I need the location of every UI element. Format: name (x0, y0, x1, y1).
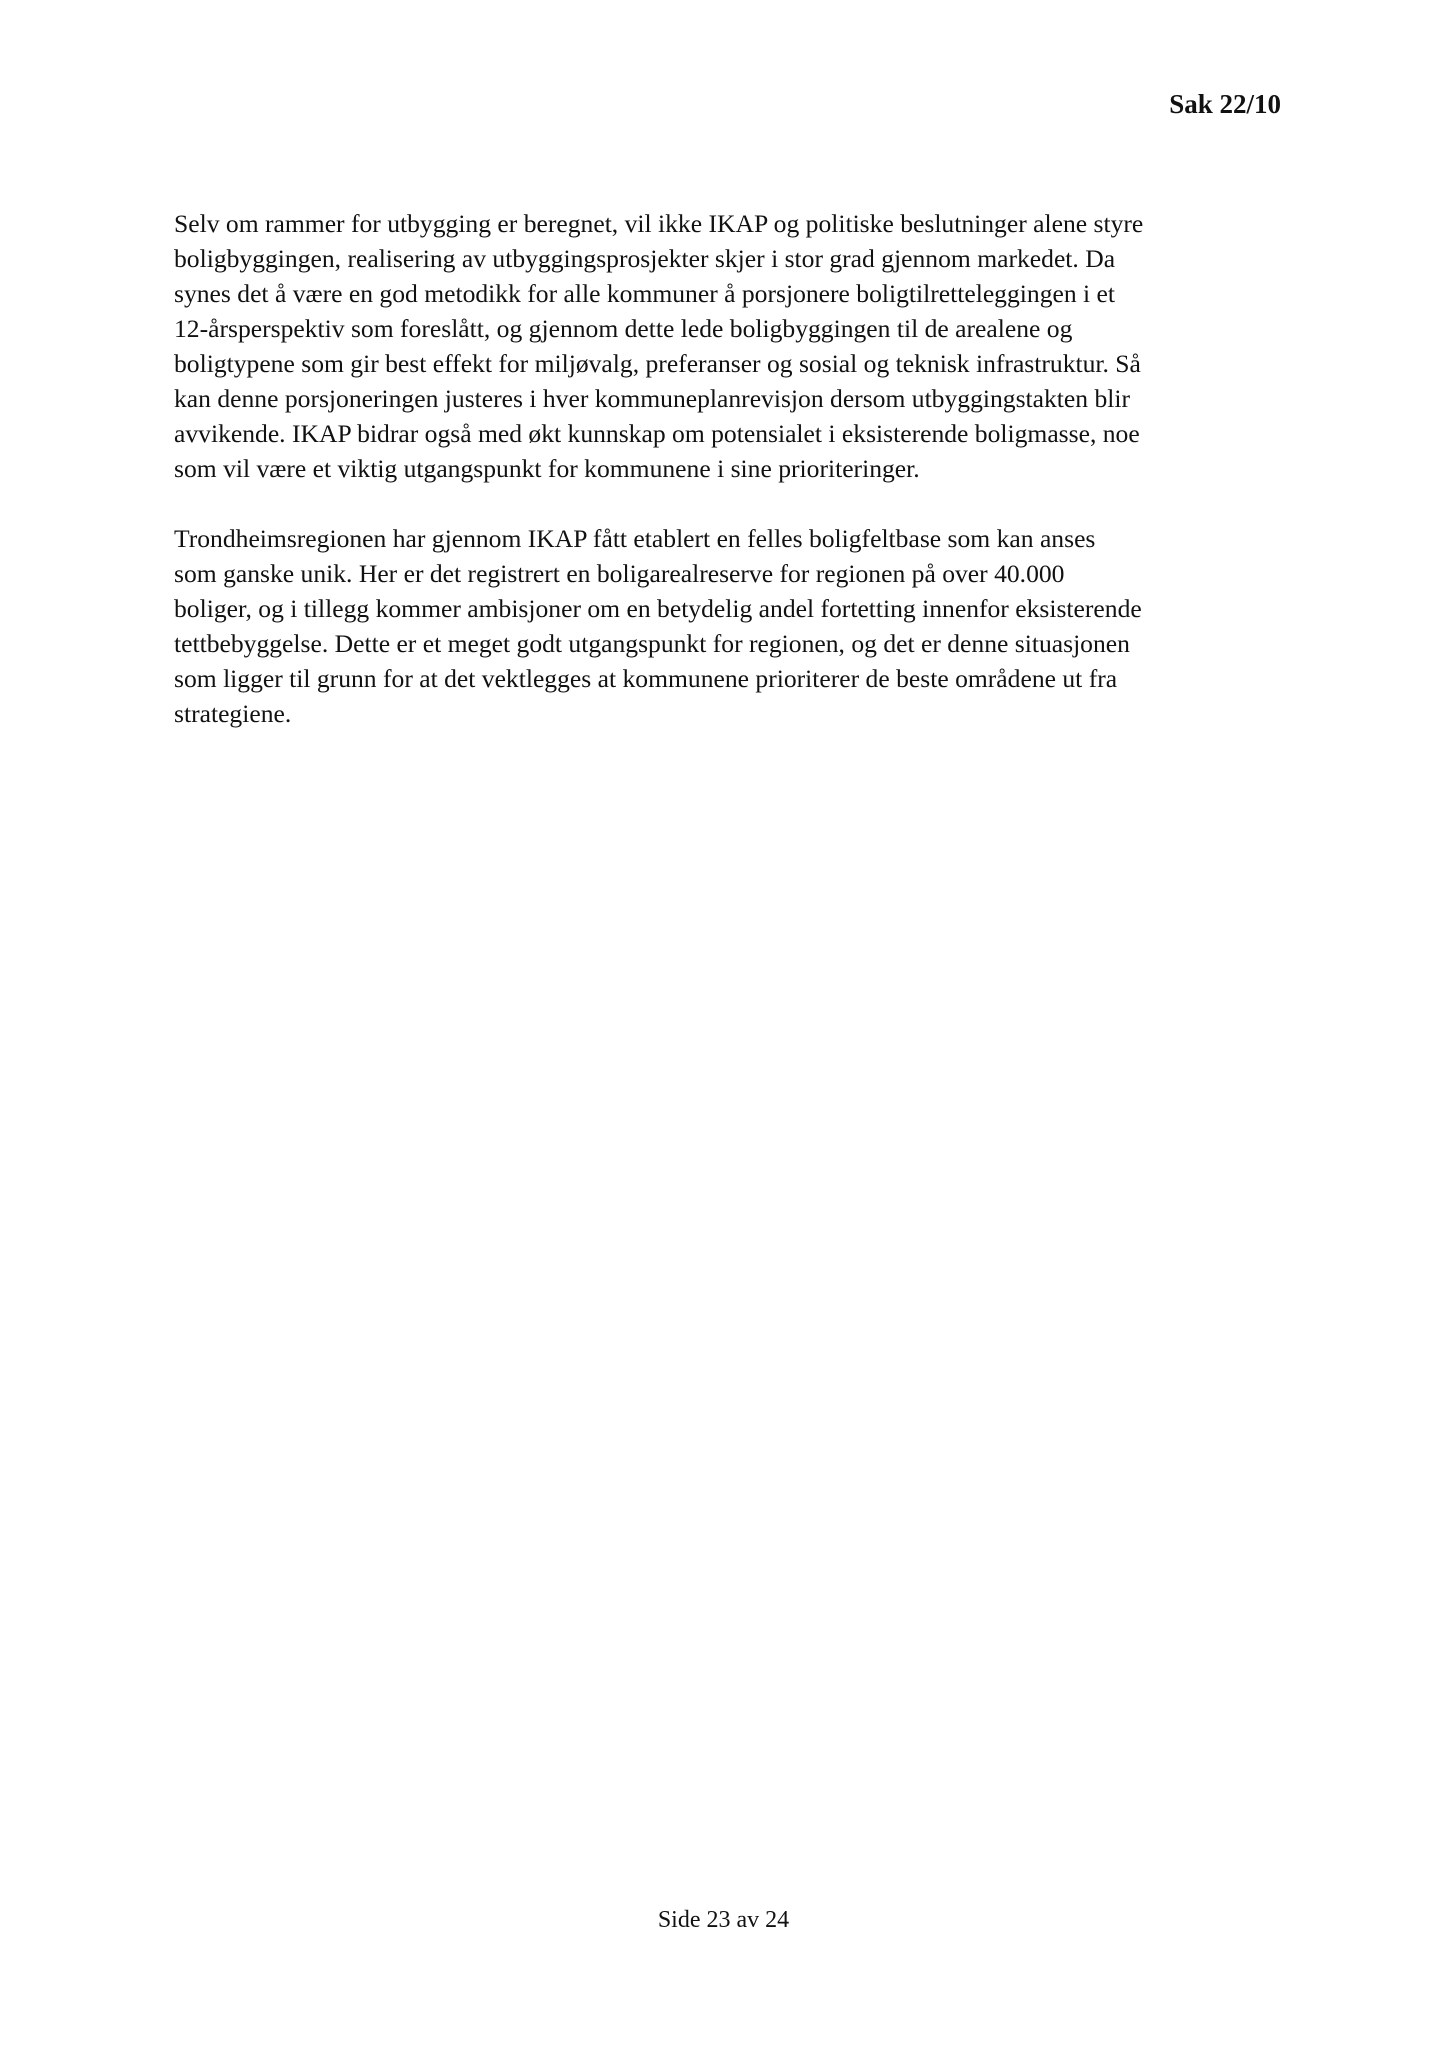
text-line: som ligger til grunn for at det vektlegges at kommunene prioriterer de beste områdene ut fra (174, 664, 1118, 693)
text-line: boliger, og i tillegg kommer ambisjoner om en betydelig andel fortetting innenfor eksisterende (174, 594, 1142, 623)
text-line: kan denne porsjoneringen justeres i hver kommuneplanrevisjon dersom utbyggingstakten blir (174, 384, 1131, 413)
body-text (174, 206, 1286, 766)
text-line: Selv om rammer for utbygging er beregnet, vil ikke IKAP og politiske beslutninger alene styre (174, 209, 1144, 238)
paragraph-1 (174, 206, 1286, 486)
text-line: boligtypene som gir best effekt for miljøvalg, preferanser og sosial og teknisk infrastruktur. Så (174, 349, 1141, 378)
text-line: 12-årsperspektiv som foreslått, og gjennom dette lede boligbyggingen til de arealene og (174, 314, 1073, 343)
text-line: som ganske unik. Her er det registrert en boligarealreserve for regionen på over 40.000 (174, 559, 1065, 588)
paragraph-2 (174, 521, 1286, 731)
text-line: tettbebyggelse. Dette er et meget godt utgangspunkt for regionen, og det er denne situasjonen (174, 629, 1130, 658)
text-line: avvikende. IKAP bidrar også med økt kunnskap om potensialet i eksisterende boligmasse, noe (174, 419, 1140, 448)
text-line: Trondheimsregionen har gjennom IKAP fått etablert en felles boligfeltbase som kan anses (174, 524, 1096, 553)
text-line: som vil være et viktig utgangspunkt for kommunene i sine prioriteringer. (174, 454, 920, 483)
text-line: synes det å være en god metodikk for alle kommuner å porsjonere boligtilretteleggingen i et (174, 279, 1116, 308)
page-number: Side 23 av 24 (657, 1907, 790, 1933)
text-line: strategiene. (174, 699, 292, 728)
text-line: boligbyggingen, realisering av utbyggingsprosjekter skjer i stor grad gjennom markedet. Da (174, 244, 1116, 273)
case-reference: Sak 22/10 (1169, 89, 1281, 119)
